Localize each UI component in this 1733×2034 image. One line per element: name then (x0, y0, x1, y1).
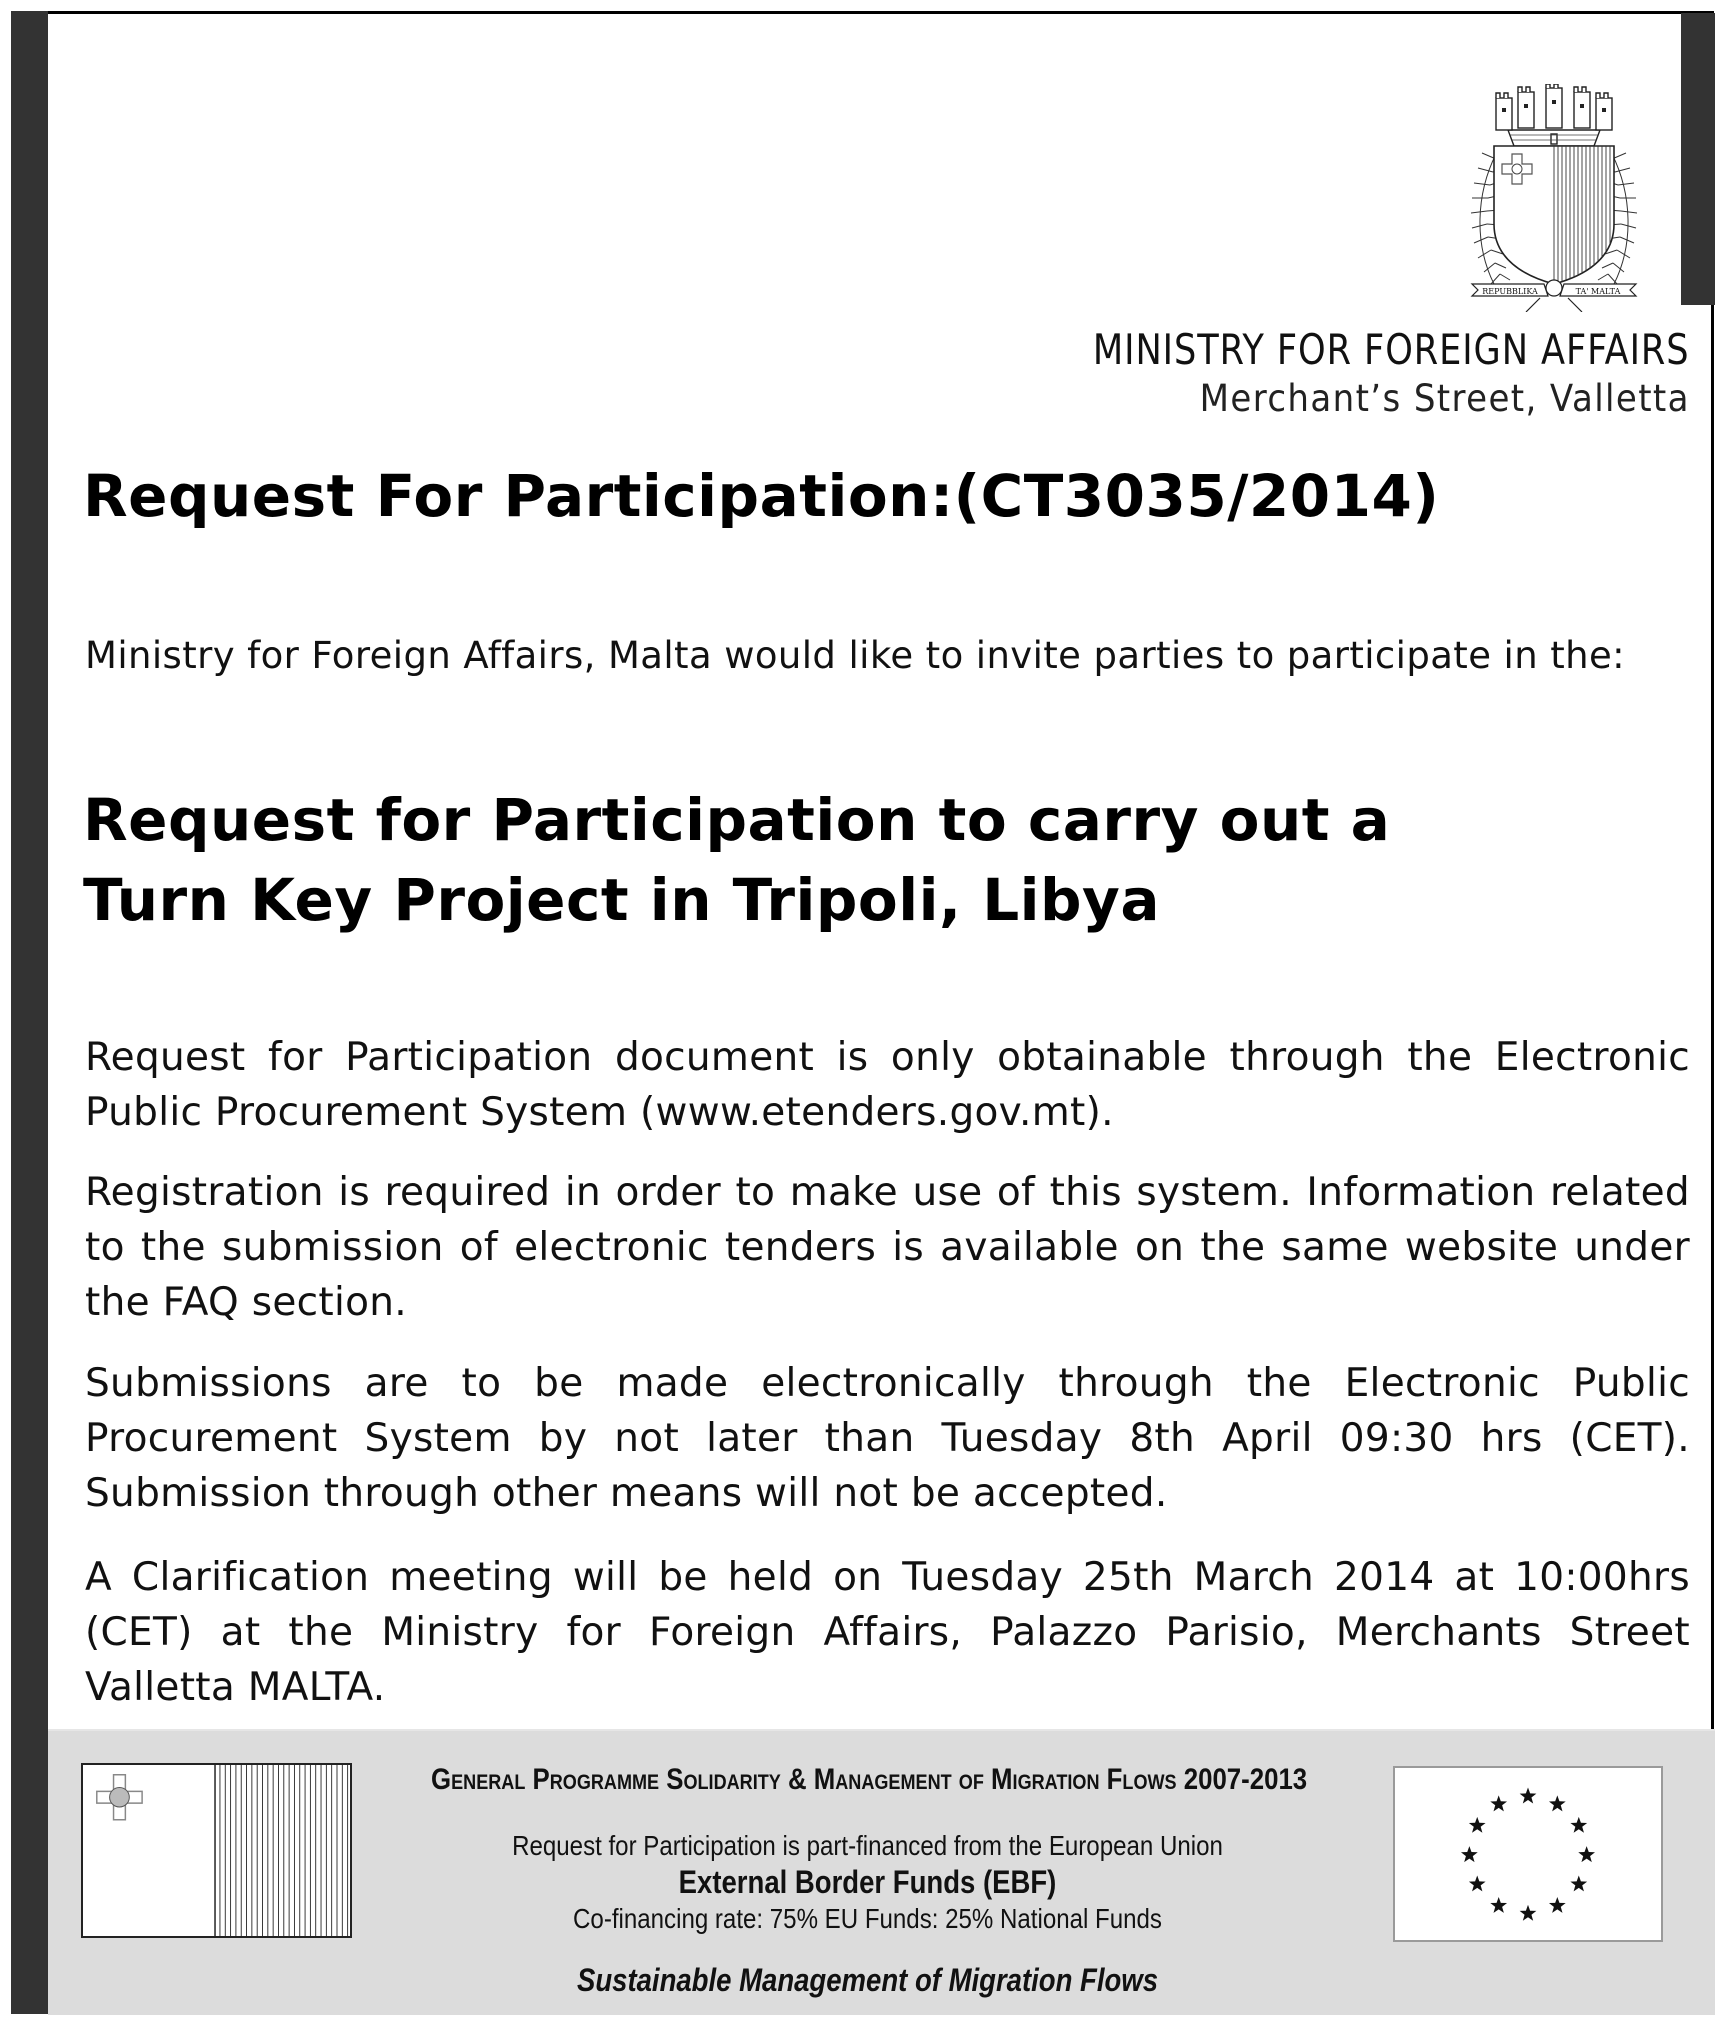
fund-name: External Border Funds (EBF) (678, 1864, 1057, 1900)
project-heading-line-2: Turn Key Project in Tripoli, Libya (83, 866, 1161, 934)
notice-title: Request For Participation:(CT3035/2014) (83, 462, 1440, 530)
project-heading (83, 780, 1703, 940)
svg-text:TA' MALTA: TA' MALTA (1575, 287, 1621, 296)
ministry-name: MINISTRY FOR FOREIGN AFFAIRS (1093, 325, 1690, 374)
programme-title: General Programme Solidarity & Management of Migration Flows 2007-2013 (431, 1763, 1308, 1796)
malta-flag-icon (81, 1763, 352, 1938)
intro-text: Ministry for Foreign Affairs, Malta would like to invite parties to participate in the: (85, 634, 1626, 677)
paragraph-registration: Registration is required in order to make use of this system. Information related to the submission of electronic tenders is available on the same website under the FAQ section. (85, 1170, 1690, 1325)
left-margin-bar (11, 11, 48, 2014)
paragraph-submission-deadline: Submissions are to be made electronically through the Electronic Public Procurement System by not later than Tuesday 8th April 09:30 hrs (CET). Submission through other means will not be accepted. (85, 1361, 1690, 1516)
svg-text:REPUBBLIKA: REPUBBLIKA (1482, 287, 1538, 296)
malta-coat-of-arms-icon (1466, 84, 1642, 312)
paragraph-document-availability: Request for Participation document is only obtainable through the Electronic Public Procurement System (www.etenders.gov.mt). (85, 1035, 1690, 1135)
right-margin-bar (1681, 13, 1715, 305)
financing-statement: Request for Participation is part-financed from the European Union (512, 1830, 1223, 1861)
cofinancing-rate: Co-financing rate: 75% EU Funds: 25% National Funds (573, 1903, 1162, 1934)
eu-flag-icon (1393, 1766, 1663, 1942)
programme-slogan: Sustainable Management of Migration Flows (576, 1962, 1159, 1998)
paragraph-clarification-meeting: A Clarification meeting will be held on Tuesday 25th March 2014 at 10:00hrs (CET) at the Ministry for Foreign Affairs, Palazzo Parisio, Merchants Street Valletta MALTA. (85, 1555, 1690, 1710)
ministry-address: Merchant’s Street, Valletta (1199, 377, 1690, 420)
project-heading-line-1: Request for Participation to carry out a (83, 786, 1391, 854)
